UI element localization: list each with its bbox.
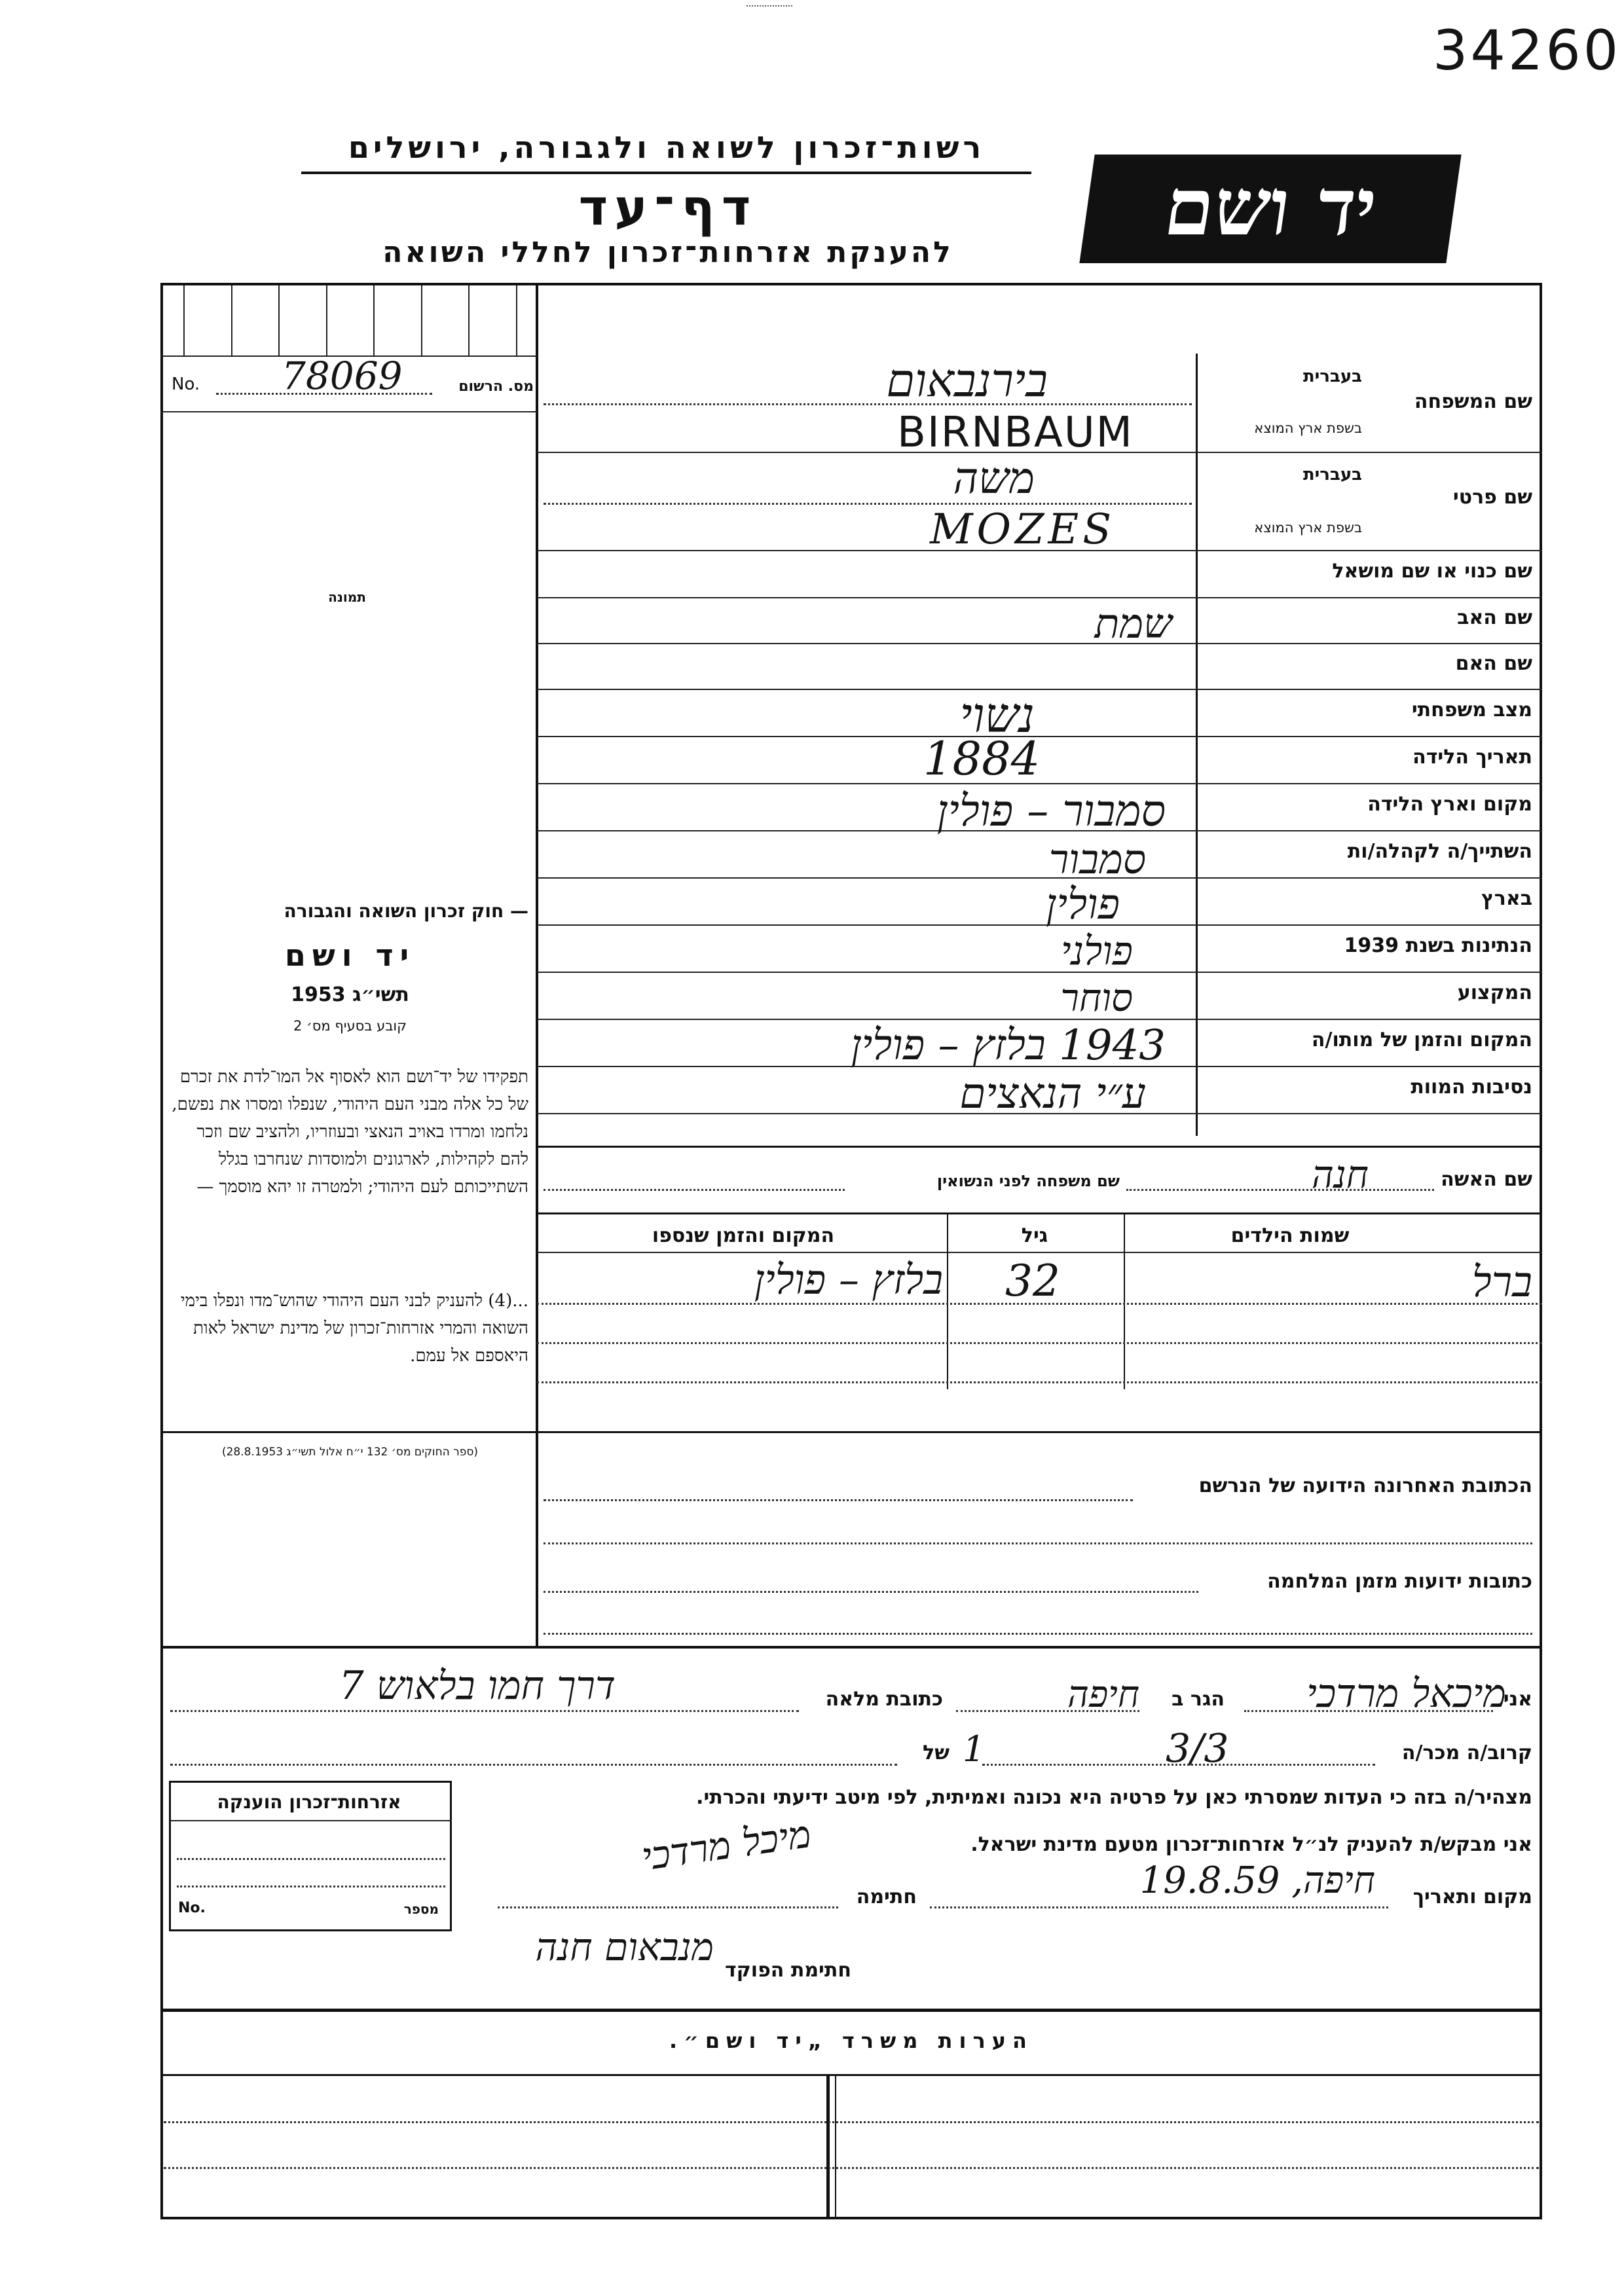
section-line [537, 1146, 1542, 1148]
resides-label: הגר ב [1172, 1688, 1225, 1711]
corner-number: 34260 [1433, 18, 1621, 82]
wife-row-bottom [537, 1212, 1542, 1214]
place-date-line [930, 1906, 1388, 1908]
reg-no-label-en: No. [172, 374, 200, 394]
family-name-latin-value: BIRNBAUM [897, 409, 1134, 457]
citizenship-box-dots [177, 1886, 445, 1887]
address-value: דרך חמו בלאוש 7 [339, 1663, 616, 1709]
law-yadvashem: יד ושם [284, 938, 416, 973]
full-address-label: כתובת מלאה [825, 1688, 943, 1711]
children-header-line [537, 1252, 1542, 1253]
remarks-top [160, 2009, 1542, 2012]
relative-value: 3/3 [1166, 1726, 1229, 1772]
death-circ-label: נסיבות המוות [1411, 1076, 1532, 1099]
death-circ-value: ע״י הנאצים [959, 1070, 1146, 1118]
father-value: שמת [1094, 600, 1172, 647]
citizenship-box-line [170, 1820, 452, 1821]
address-line [544, 1633, 1532, 1635]
country-value: פולין [1046, 881, 1120, 929]
mother-name-label: שם האם [1455, 652, 1532, 675]
first-name-latin-value: MOZES [930, 505, 1116, 554]
wife-label: שם האשה [1441, 1168, 1532, 1191]
marital-value: נשוי [959, 687, 1035, 744]
law-year: תשי״ג 1953 [291, 983, 409, 1006]
nickname-label: שם כנוי או שם מושאל [1332, 560, 1532, 583]
reg-no-label-he: מס. הרשום [458, 378, 534, 395]
children-row-line [537, 1381, 1542, 1383]
page-title: דף־עד [578, 178, 758, 236]
declarant-value: מיכאל מרדכי [1306, 1671, 1506, 1717]
children-names-header: שמות הילדים [1230, 1224, 1350, 1247]
death-place-value: 1943 בלזץ – פולין [851, 1021, 1166, 1070]
profession-value: סוחר [1060, 975, 1133, 1020]
wife-maiden-label: שם משפחה לפני הנשואין [936, 1172, 1120, 1190]
child-name: ברל [1471, 1258, 1532, 1307]
law-paragraph-2: ...(4) להעניק לבני העם היהודי שהוש־מדו ונפלו בימי השואה והמרי אזרחות־זכרון של מדינת ישראל לאות היאספם אל עמם. [180, 1291, 528, 1366]
family-name-label: שם המשפחה [1414, 390, 1532, 413]
place-date-value: חיפה, 19.8.59 [1139, 1859, 1375, 1902]
children-col-divider [947, 1212, 948, 1389]
relative-line [982, 1764, 1375, 1766]
remarks-divider [835, 2074, 836, 2219]
remarks-title: הערות משרד „יד ושם״. [669, 2028, 1033, 2053]
resides-value: חיפה [1067, 1673, 1139, 1716]
children-col-divider [1124, 1212, 1125, 1389]
law-section: קובע בסעיף מס׳ 2 [293, 1018, 407, 1034]
family-name-he-value: בירנבאום [886, 354, 1048, 407]
wife-value: חנה [1311, 1152, 1369, 1197]
community-value: סמבור [1048, 835, 1146, 883]
of-value: 1 [963, 1728, 986, 1770]
remarks-dotted-line [164, 2167, 1539, 2169]
scan-speck [747, 5, 792, 14]
resides-line [956, 1710, 1139, 1712]
officer-label: חתימת הפוקד [725, 1959, 851, 1982]
signature-label: חתימה [856, 1886, 917, 1908]
of-label: של [923, 1741, 950, 1764]
law-paragraph-1: תפקידו של יד־ושם הוא לאסוף אל המו־לדת את זכרם של כל אלה מבני העם היהודי, שנפלו ומסרו את נפשם, נלחמו ומרדו באויב הנאצי ובעוזריו, ולהציב שם וזכר להם לקהילות, לארגונים ולמוסדות שנחרבו בגלל השתייכותם לעם היהודי; ולמטרה זו יהא מוסמך — [172, 1067, 528, 1197]
children-place-header: המקום והזמן שנספו [652, 1224, 835, 1247]
citizenship-label: הנתינות בשנת 1939 [1344, 934, 1532, 957]
signature-line [498, 1906, 838, 1908]
officer-value: מנבאום חנה [535, 1925, 714, 1969]
first-name-hebrew-sub: בעברית [1302, 465, 1362, 484]
declaration-top [160, 1646, 1542, 1649]
remarks-divider [826, 2074, 830, 2219]
header-underline [301, 172, 1031, 174]
marital-status-label: מצב משפחתי [1411, 699, 1532, 721]
maiden-dotted-line [544, 1189, 845, 1191]
law-title: — חוק זכרון השואה והגבורה [284, 900, 528, 922]
first-name-he-value: משה [953, 453, 1035, 503]
birth-place-label: מקום וארץ הלידה [1367, 793, 1532, 816]
top-strip-boxes [183, 285, 517, 356]
child-age: 32 [1005, 1256, 1060, 1306]
address-line [544, 1542, 1532, 1544]
profession-label: המקצוע [1457, 981, 1532, 1004]
declarant-line [1244, 1710, 1493, 1712]
left-column-divider [536, 283, 538, 1646]
community-label: השתייך/ה לקהלה/ות [1347, 840, 1532, 863]
law-footnote: (ספר החוקים מס׳ 132 י״ח אלול תשי״ג 28.8.1953) [221, 1446, 479, 1459]
address-value-line [170, 1710, 799, 1712]
remarks-line [160, 2074, 1542, 2076]
of-line [170, 1764, 897, 1766]
declare-text: מצהיר/ה בזה כי העדות שמסרתי כאן על פרטיה היא נכונה ואמיתית, לפי מיטב ידיעתי והכרתי. [696, 1786, 1532, 1809]
institution-name: רשות־זכרון לשואה ולגבורה, ירושלים [348, 130, 986, 165]
reg-no-value: 78069 [282, 354, 403, 398]
signature-value: מיכל מרדכי [638, 1811, 814, 1880]
citizenship-value: פולני [1060, 928, 1133, 974]
children-age-header: גיל [1021, 1224, 1048, 1247]
relative-label: קרוב/ה מכר/ה [1401, 1741, 1532, 1764]
citizenship-number-label: מספר [403, 1901, 439, 1917]
remarks-dotted-line [164, 2121, 1539, 2123]
country-label: בארץ [1481, 887, 1532, 910]
family-name-origin-sub: בשפת ארץ המוצא [1254, 420, 1362, 436]
child-place: בלזץ – פולין [754, 1256, 943, 1303]
last-address-line [544, 1499, 1133, 1501]
photo-label: תמונה [328, 589, 366, 605]
page-subtitle: להענקת אזרחות־זכרון לחללי השואה [382, 236, 953, 269]
reg-no-underline [160, 411, 537, 412]
declarant-label: אני [1503, 1688, 1532, 1711]
birth-date-label: תאריך הלידה [1412, 746, 1532, 769]
father-name-label: שם האב [1457, 606, 1532, 629]
birth-place-value: סמבור – פולין [936, 786, 1166, 836]
last-address-label: הכתובת האחרונה הידועה של הנרשם [1198, 1474, 1532, 1497]
row-line [537, 597, 1542, 598]
yad-vashem-logo [1079, 155, 1461, 263]
address-section-top [160, 1431, 1542, 1433]
citizenship-box-title: אזרחות־זכרון הוענקה [217, 1791, 401, 1813]
citizenship-box-dots [177, 1858, 445, 1860]
family-name-hebrew-sub: בעברית [1302, 367, 1362, 386]
row-line [537, 689, 1542, 690]
birth-date-value: 1884 [923, 732, 1041, 786]
citizenship-no-label: No. [178, 1900, 206, 1916]
request-text: אני מבקש/ת להעניק לנ״ל אזרחות־זכרון מטעם מדינת ישראל. [970, 1833, 1532, 1856]
place-date-label: מקום ותאריך [1412, 1886, 1532, 1908]
death-place-label: המקום והזמן של מותו/ה [1311, 1029, 1532, 1051]
first-name-label: שם פרטי [1452, 486, 1532, 509]
first-name-origin-sub: בשפת ארץ המוצא [1254, 520, 1362, 536]
logo-text: יד ושם [1158, 161, 1383, 253]
children-row-line [537, 1342, 1542, 1344]
wartime-address-label: כתובות ידועות מזמן המלחמה [1267, 1570, 1532, 1593]
wartime-address-line [544, 1591, 1198, 1593]
